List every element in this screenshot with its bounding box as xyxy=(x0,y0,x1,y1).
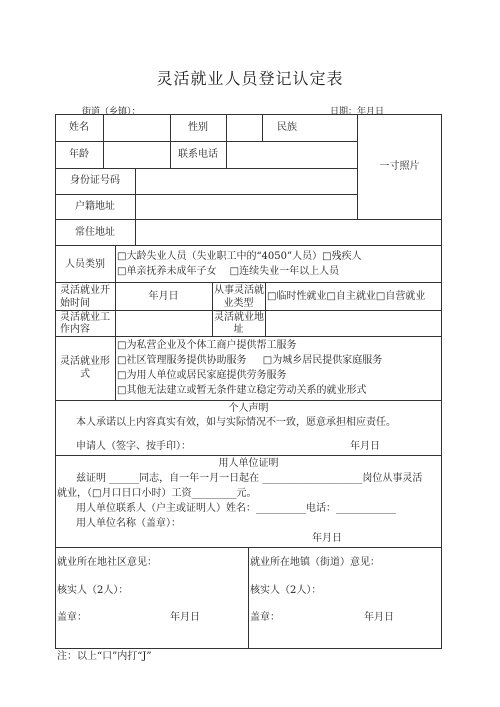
photo-placeholder[interactable]: 一寸照片 xyxy=(379,161,420,172)
col-divider xyxy=(265,282,266,336)
location-field[interactable] xyxy=(268,313,440,333)
type-options[interactable]: □临时性就业□自主就业□自营就业 xyxy=(267,291,426,302)
ethnicity-field[interactable] xyxy=(312,118,356,138)
township-date: 年月日 xyxy=(364,612,394,623)
form-title: 灵活就业人员登记认定表 xyxy=(156,69,344,88)
col-divider xyxy=(226,114,227,141)
declaration-date: 年月日 xyxy=(350,441,380,452)
forms-label-1: 灵活就业形 xyxy=(60,356,110,367)
col-divider xyxy=(226,141,227,168)
col-divider xyxy=(248,547,249,649)
community-verifier[interactable]: 核实人（2人）： xyxy=(57,585,129,596)
id-number-label: 身份证号码 xyxy=(70,175,120,186)
footnote: 注：以上“口”内打“J” xyxy=(57,651,152,662)
community-date: 年月日 xyxy=(170,612,200,623)
declaration-text: 本人承诺以上内容真实有效，如与实际情况不一致，愿意承担相应责任。 xyxy=(76,417,396,428)
start-time-label-1: 灵活就业开 xyxy=(60,285,110,296)
col-divider xyxy=(115,245,116,400)
name-field[interactable] xyxy=(106,118,168,138)
applicant-signature[interactable]: 申请人（签字、按手印）： xyxy=(76,441,191,452)
col-divider xyxy=(103,114,104,141)
row-divider xyxy=(55,168,357,169)
col-divider xyxy=(135,168,136,245)
age-field[interactable] xyxy=(106,145,168,165)
hukou-address-label: 户籍地址 xyxy=(75,201,115,212)
employer-date: 年月日 xyxy=(312,533,342,544)
forms-option-3[interactable]: □为用人单位或居民家庭提供劳务服务 xyxy=(117,370,287,381)
work-content-label-2: 作内容 xyxy=(60,324,90,335)
phone-field[interactable] xyxy=(228,145,354,165)
ethnicity-label: 民族 xyxy=(277,122,297,133)
declaration-heading: 个人声明 xyxy=(228,403,269,414)
category-options-line1[interactable]: □大龄失业人员（失业职工中的“4050”人员）□残疾人 xyxy=(117,251,362,262)
col-divider xyxy=(103,141,104,168)
community-opinion[interactable]: 就业所在地社区意见： xyxy=(57,557,157,568)
street-label: 街道（乡镇）： xyxy=(82,107,141,117)
employer-heading: 用人单位证明 xyxy=(218,458,279,469)
forms-label-2: 式 xyxy=(80,369,90,380)
location-label-1: 灵活就业地 xyxy=(214,312,264,323)
row-divider xyxy=(55,336,442,337)
employer-line-1[interactable]: 兹证明 ______同志，自一年一月一日起在 ____________________岗位从事灵活 xyxy=(76,473,423,484)
start-time-label-2: 始时间 xyxy=(60,298,90,309)
employer-line-2[interactable]: 就业，（□月口日口小时）工资_________元。 xyxy=(57,488,257,499)
name-label: 姓名 xyxy=(69,122,89,133)
row-divider xyxy=(55,282,442,283)
residence-field[interactable] xyxy=(138,222,438,242)
category-options-line2[interactable]: □单亲抚养未成年子女 □连续失业一年以上人员 xyxy=(117,266,340,277)
township-seal[interactable]: 盖章： xyxy=(250,612,280,623)
age-label: 年龄 xyxy=(69,149,89,160)
id-number-field[interactable] xyxy=(138,171,354,191)
date-label: 日期：年月日 xyxy=(330,107,385,117)
location-label-2: 址 xyxy=(233,324,244,335)
row-divider xyxy=(55,400,442,401)
start-time-value[interactable]: 年月日 xyxy=(148,291,179,302)
employer-contact[interactable]: 用人单位联系人（户主或证明人）姓名：__________电话：____________ xyxy=(76,503,396,514)
work-content-field[interactable] xyxy=(118,313,210,333)
forms-option-4[interactable]: □其他无法建立或暂无条件建立稳定劳动关系的就业形式 xyxy=(117,385,367,396)
gender-field[interactable] xyxy=(228,118,260,138)
township-verifier[interactable]: 核实人（2人）： xyxy=(250,585,322,596)
type-label-2: 业类型 xyxy=(223,298,254,309)
employer-name[interactable]: 用人单位名称（盖章）： xyxy=(76,518,181,529)
row-divider xyxy=(55,141,357,142)
forms-option-2[interactable]: □社区管理服务提供协助服务 □为城乡居民提供家庭服务 xyxy=(117,355,383,366)
row-divider xyxy=(55,219,442,220)
phone-label: 联系电话 xyxy=(178,149,218,160)
row-divider xyxy=(55,194,357,195)
category-label: 人员类别 xyxy=(65,259,105,270)
township-opinion[interactable]: 就业所在地镇（街道）意见： xyxy=(250,557,380,568)
gender-label: 性别 xyxy=(188,122,208,133)
forms-option-1[interactable]: □为私营企业及个体工商户提供帮工服务 xyxy=(117,340,297,351)
type-label-1: 从事灵活就 xyxy=(214,285,264,296)
community-seal[interactable]: 盖章： xyxy=(57,612,87,623)
row-divider xyxy=(55,455,442,456)
row-divider xyxy=(55,245,442,246)
residence-label: 常住地址 xyxy=(75,227,115,238)
work-content-label-1: 灵活就业工 xyxy=(60,312,110,323)
hukou-address-field[interactable] xyxy=(138,197,354,217)
